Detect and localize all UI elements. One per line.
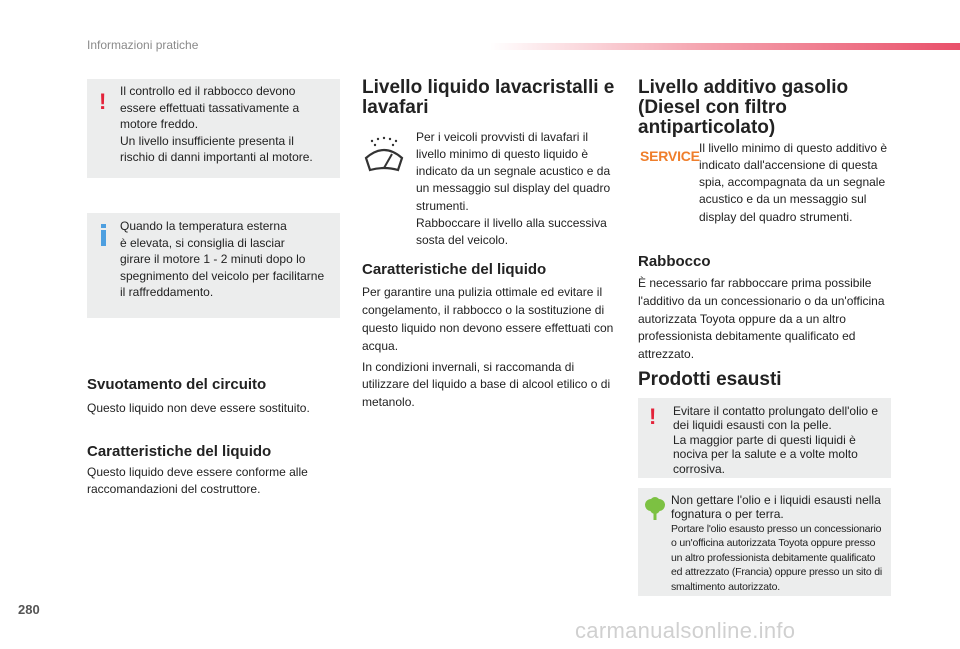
- info-icon: [101, 224, 106, 246]
- text-rabbocco: È necessario far rabboccare prima possibile l'additivo da un concessionario o da un'officina autorizzata Toyota oppure da a un altro professionista debitamente qualificato ed attrezzato.: [638, 276, 885, 361]
- heading-prodotti-esausti: Prodotti esausti: [638, 369, 782, 390]
- heading-lavacristalli: Livello liquido lavacristalli e lavafari: [362, 77, 615, 118]
- warning-icon: !: [99, 89, 107, 114]
- tree-icon: [644, 497, 666, 521]
- text-caratteristiche-middle-1: Per garantire una pulizia ottimale ed evitare il congelamento, il rabbocco o la sostituzione di questo liquido non devono essere effettuati con acqua.: [362, 285, 614, 353]
- windscreen-washer-icon: [362, 136, 406, 176]
- warning-box-engine: [87, 79, 340, 178]
- warning-box-text: Il controllo ed il rabbocco devono essere effettuati tassativamente a motore freddo. Un livello insufficiente presenta il rischio di danni importanti al motore.: [120, 84, 313, 165]
- heading-svuotamento: Svuotamento del circuito: [87, 376, 267, 393]
- text-caratteristiche-middle-2: In condizioni invernali, si raccomanda di utilizzare del liquido a base di alcool etilico o di metanolo.: [362, 360, 611, 409]
- eco-box-text: Non gettare l'olio e i liquidi esausti nella fognatura o per terra. Portare l'olio esausto presso un concessionario o un'officina autorizzata Toyota oppure presso un altro professionista debitamente qualificato ed attrezzato (Francia) oppure presso un sito di smaltimento autorizzato.: [671, 493, 883, 593]
- text-lavacristalli: Per i veicoli provvisti di lavafari il livello minimo di questo liquido è indicato da un segnale acustico e da un messaggio sul display del quadro strumenti. Rabboccare il livello alla successiva sosta del veicolo.: [416, 130, 611, 247]
- page-number: 280: [18, 602, 40, 617]
- watermark: carmanualsonline.info: [575, 618, 796, 643]
- eco-box-disposal: [638, 488, 891, 596]
- heading-caratteristiche-middle: Caratteristiche del liquido: [362, 261, 547, 278]
- heading-caratteristiche-left: Caratteristiche del liquido: [87, 443, 272, 460]
- heading-rabbocco: Rabbocco: [638, 253, 711, 270]
- heading-additivo-gasolio: Livello additivo gasolio (Diesel con filtro antiparticolato): [638, 77, 849, 138]
- header-accent-bar: [490, 43, 960, 50]
- section-title: Informazioni pratiche: [87, 38, 199, 52]
- info-box-temperature: [87, 213, 340, 318]
- text-caratteristiche-left: Questo liquido deve essere conforme alle raccomandazioni del costruttore.: [87, 465, 308, 497]
- text-additivo: Il livello minimo di questo additivo è indicato dall'accensione di questa spia, accompagnata da un segnale acustico e da un messaggio sul display del quadro strumenti.: [699, 141, 888, 224]
- info-box-text: Quando la temperatura esterna è elevata, si consiglia di lasciar girare il motore 1 - 2 minuti dopo lo spegnimento del veicolo per facilitarne il raffreddamento.: [120, 219, 325, 300]
- warning-icon: !: [649, 404, 657, 429]
- warning-box-used-oil: [638, 398, 891, 478]
- text-svuotamento: Questo liquido non deve essere sostituito.: [87, 401, 310, 415]
- warning-box-used-oil-text: Evitare il contatto prolungato dell'olio e dei liquidi esausti con la pelle. La maggior parte di questi liquidi è nociva per la salute e a volte molto corrosiva.: [673, 404, 879, 476]
- service-warning-icon: SERVICE: [640, 148, 700, 164]
